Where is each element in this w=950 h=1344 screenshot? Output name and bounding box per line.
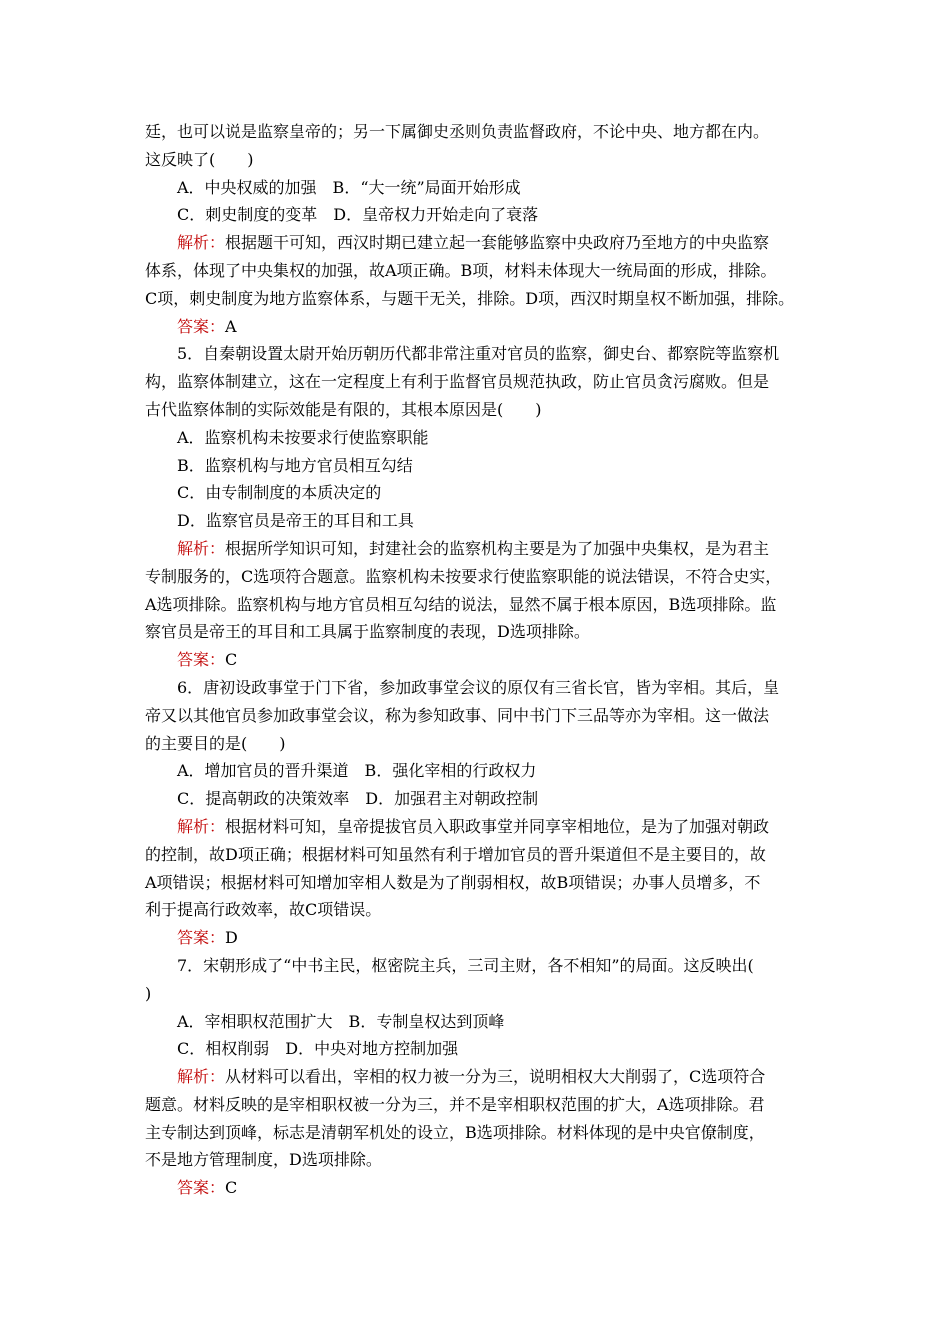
- question-stem-line: 构，监察体制建立，这在一定程度上有利于监督官员规范执政，防止官员贪污腐败。但是: [145, 372, 770, 392]
- analysis-line: 察官员是帝王的耳目和工具属于监察制度的表现，D选项排除。: [145, 622, 590, 642]
- answer-label: 答案：: [177, 928, 226, 948]
- answer-label: 答案：: [177, 316, 226, 336]
- question-stem-line: 5．自秦朝设置太尉开始历朝历代都非常注重对官员的监察，御史台、都察院等监察机: [177, 344, 780, 364]
- analysis-text: 根据材料可知，皇帝提拔官员入职政事堂并同享宰相地位，是为了加强对朝政: [225, 816, 770, 836]
- question-stem-line: 廷，也可以说是监察皇帝的；另一下属御史丞则负责监督政府，不论中央、地方都在内。: [145, 122, 770, 141]
- analysis-label: 解析：: [177, 816, 226, 836]
- question-option-line: D．监察官员是帝王的耳目和工具: [177, 511, 414, 531]
- question-option-line: A．增加官员的晋升渠道 B．强化宰相的行政权力: [177, 761, 537, 781]
- analysis-line: [145, 229, 810, 257]
- question-option-line: C．提高朝政的决策效率 D．加强君主对朝政控制: [177, 789, 539, 809]
- question-option-line: A．中央权威的加强 B．“大一统”局面开始形成: [177, 177, 521, 197]
- analysis-label: 解析：: [177, 233, 226, 253]
- question-stem-line: 帝又以其他官员参加政事堂会议，称为参知政事、同中书门下三品等亦为宰相。这一做法: [145, 705, 770, 725]
- analysis-line: A选项排除。监察机构与地方官员相互勾结的说法，显然不属于根本原因，B选项排除。监: [145, 594, 777, 614]
- analysis-line: 体系，体现了中央集权的加强，故A项正确。B项，材料未体现大一统局面的形成，排除。: [145, 260, 777, 280]
- answer-line: [145, 1174, 810, 1202]
- question-option-line: A．宰相职权范围扩大 B．专制皇权达到顶峰: [177, 1011, 505, 1031]
- question-option-line: A．监察机构未按要求行使监察职能: [177, 427, 429, 447]
- question-stem-line: 6．唐初设政事堂于门下省，参加政事堂会议的原仅有三省长官，皆为宰相。其后，皇: [177, 677, 780, 697]
- answer-value: C: [225, 650, 238, 670]
- answer-label: 答案：: [177, 1178, 226, 1198]
- analysis-line: [145, 535, 810, 563]
- analysis-label: 解析：: [177, 1067, 226, 1087]
- analysis-line: C项，刺史制度为地方监察体系，与题干无关，排除。D项，西汉时期皇权不断加强，排除。: [145, 288, 795, 308]
- analysis-line: 利于提高行政效率，故C项错误。: [145, 900, 382, 920]
- analysis-label: 解析：: [177, 538, 226, 558]
- analysis-line: [145, 1063, 810, 1091]
- question-stem-line: 的主要目的是( ): [145, 733, 286, 753]
- answer-line: [145, 313, 810, 341]
- analysis-line: [145, 813, 810, 841]
- analysis-line: A项错误；根据材料可知增加宰相人数是为了削弱相权，故B项错误；办事人员增多，不: [145, 872, 761, 892]
- question-option-line: C．相权削弱 D．中央对地方控制加强: [177, 1039, 459, 1059]
- answer-value: A: [225, 316, 237, 336]
- analysis-text: 根据题干可知，西汉时期已建立起一套能够监察中央政府乃至地方的中央监察: [225, 233, 770, 253]
- analysis-text: 从材料可以看出，宰相的权力被一分为三，说明相权大大削弱了，C选项符合: [225, 1067, 766, 1087]
- question-stem-line: 古代监察体制的实际效能是有限的，其根本原因是( ): [145, 399, 542, 419]
- answer-value: D: [225, 928, 238, 948]
- answer-label: 答案：: [177, 650, 226, 670]
- answer-value: C: [225, 1178, 238, 1198]
- question-stem-line: ): [145, 983, 152, 1003]
- question-option-line: B．监察机构与地方官员相互勾结: [177, 455, 413, 475]
- analysis-text: 根据所学知识可知，封建社会的监察机构主要是为了加强中央集权，是为君主: [225, 538, 770, 558]
- question-option-line: C．由专制制度的本质决定的: [177, 483, 382, 503]
- analysis-line: 题意。材料反映的是宰相职权被一分为三，并不是宰相职权范围的扩大，A选项排除。君: [145, 1094, 765, 1114]
- question-stem-line: 7．宋朝形成了“中书主民，枢密院主兵，三司主财，各不相知”的局面。这反映出(: [177, 955, 754, 975]
- question-option-line: C．刺史制度的变革 D．皇帝权力开始走向了衰落: [177, 205, 539, 225]
- answer-line: [145, 924, 810, 952]
- analysis-line: 主专制达到顶峰，标志是清朝军机处的设立，B选项排除。材料体现的是中央官僚制度，: [145, 1122, 765, 1142]
- answer-line: [145, 646, 810, 674]
- document-content: [145, 118, 810, 1202]
- analysis-line: 专制服务的，C选项符合题意。监察机构未按要求行使监察职能的说法错误，不符合史实，: [145, 566, 782, 586]
- analysis-line: 不是地方管理制度，D选项排除。: [145, 1150, 382, 1170]
- analysis-line: 的控制，故D项正确；根据材料可知虽然有利于增加官员的晋升渠道但不是主要目的，故: [145, 844, 766, 864]
- question-stem-line: 这反映了( ): [145, 149, 254, 169]
